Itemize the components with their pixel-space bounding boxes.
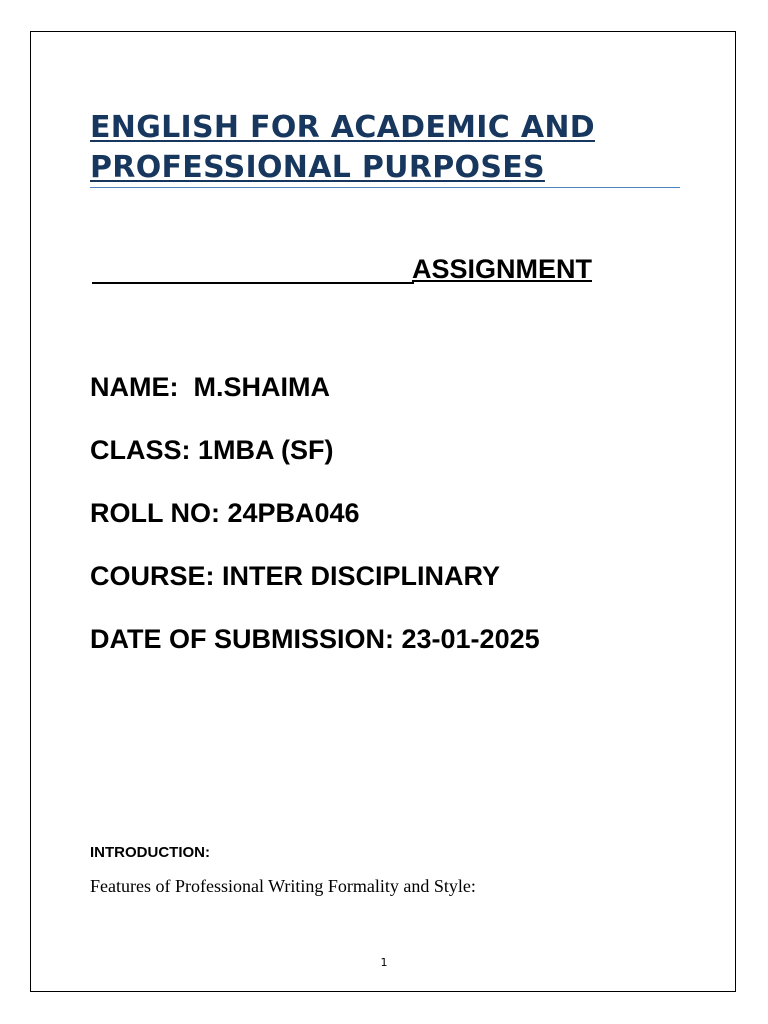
student-name: NAME: M.SHAIMA [90,372,330,402]
page-number: 1 [380,956,388,969]
student-class: CLASS: 1MBA (SF) [90,435,334,465]
roll-number: ROLL NO: 24PBA046 [90,498,360,528]
introduction-text: Features of Professional Writing Formality and Style: [90,876,476,896]
course-name: COURSE: INTER DISCIPLINARY [90,561,501,591]
title-divider [90,187,680,188]
assignment-label: ASSIGNMENT [412,254,593,284]
assignment-underline [92,282,414,284]
introduction-heading: INTRODUCTION: [90,844,210,861]
submission-date: DATE OF SUBMISSION: 23-01-2025 [90,624,540,654]
document-title: ENGLISH FOR ACADEMIC AND PROFESSIONAL PURPOSES [90,110,595,185]
